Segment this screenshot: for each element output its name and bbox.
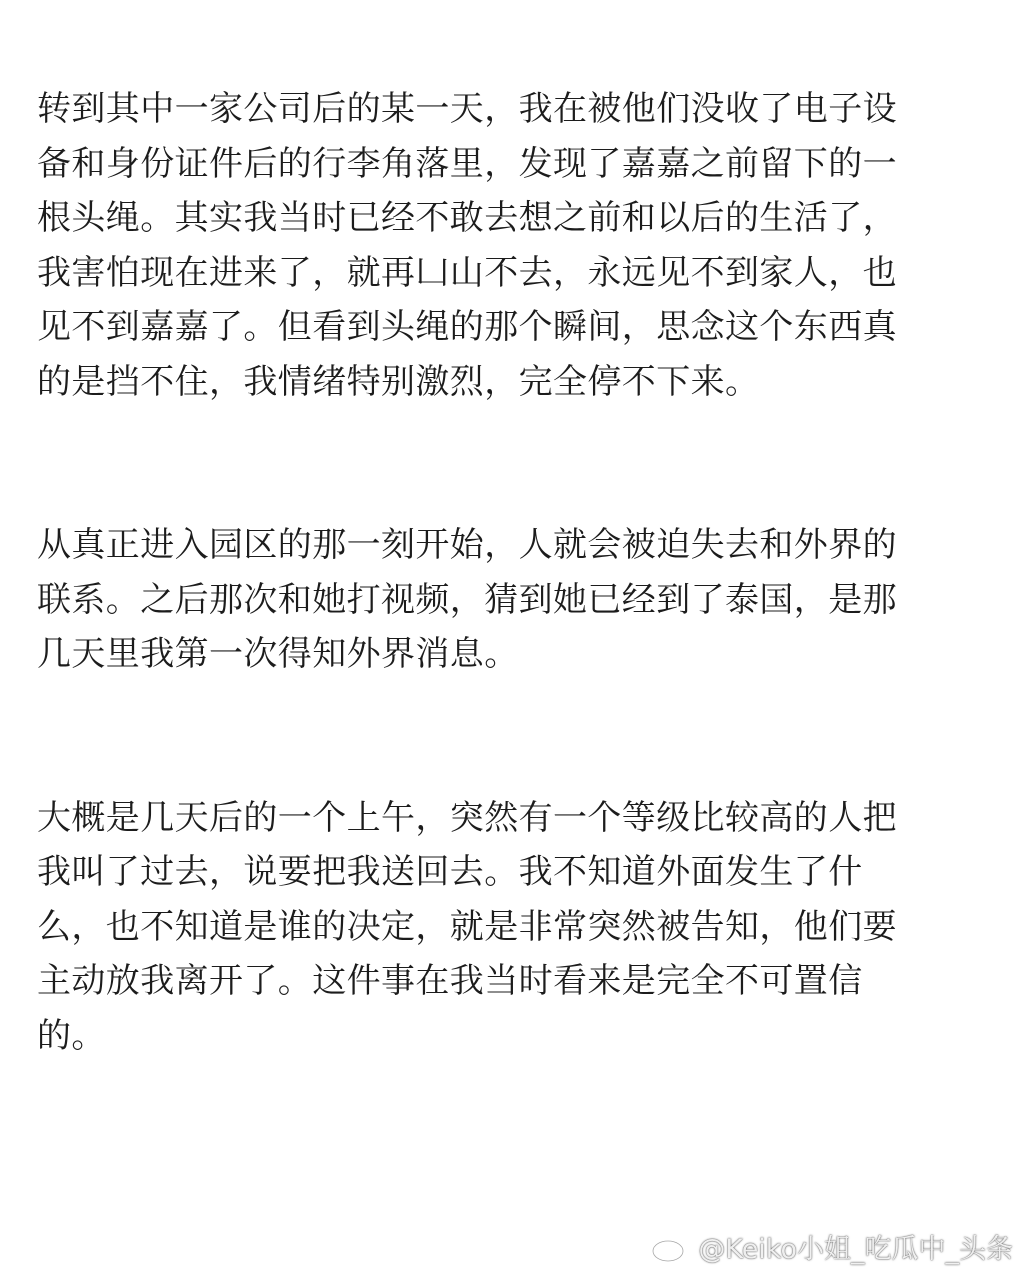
- paragraph-line: 的。: [37, 1015, 106, 1056]
- paragraph-line: 备和身份证件后的行李角落里，发现了嘉嘉之前留下的一: [37, 143, 897, 184]
- paragraph-line: 根头绳。其实我当时已经不敢去想之前和以后的生活了，: [37, 198, 897, 238]
- paragraph-line: 转到其中一家公司后的某一天，我在被他们没收了电子设: [37, 89, 897, 129]
- article-body: [37, 82, 997, 1063]
- paragraph-line: 么，也不知道是谁的决定，就是非常突然被告知，他们要: [37, 906, 897, 947]
- paragraph-line: 见不到嘉嘉了。但看到头绳的那个瞬间，思念这个东西真: [37, 307, 897, 347]
- paragraph-line: 几天里我第一次得知外界消息。: [37, 634, 519, 674]
- paragraph-spacer: [37, 409, 997, 518]
- paragraph-line: 的是挡不住，我情绪特别激烈，完全停不下来。: [37, 361, 760, 402]
- paragraph-line: 从真正进入园区的那一刻开始，人就会被迫失去和外界的: [37, 525, 897, 565]
- watermark: [650, 1227, 1013, 1266]
- watermark-text: @Keiko小姐_吃瓜中_头条: [698, 1234, 1013, 1265]
- paragraph-line: 联系。之后那次和她打视频，猜到她已经到了泰国，是那: [37, 579, 897, 620]
- paragraph-line: 大概是几天后的一个上午，突然有一个等级比较高的人把: [37, 797, 897, 838]
- paragraph-3: [37, 791, 997, 1064]
- paragraph-spacer: [37, 682, 997, 791]
- paragraph-line: 我害怕现在进来了，就再凵山不去，永远见不到家人，也: [37, 252, 897, 293]
- paragraph-line: 我叫了过去，说要把我送回去。我不知道外面发生了什: [37, 852, 863, 892]
- paragraph-line: 主动放我离开了。这件事在我当时看来是完全不可置信: [37, 961, 863, 1001]
- paragraph-1: [37, 82, 997, 409]
- weibo-logo-icon: [650, 1230, 694, 1264]
- paragraph-2: [37, 518, 997, 682]
